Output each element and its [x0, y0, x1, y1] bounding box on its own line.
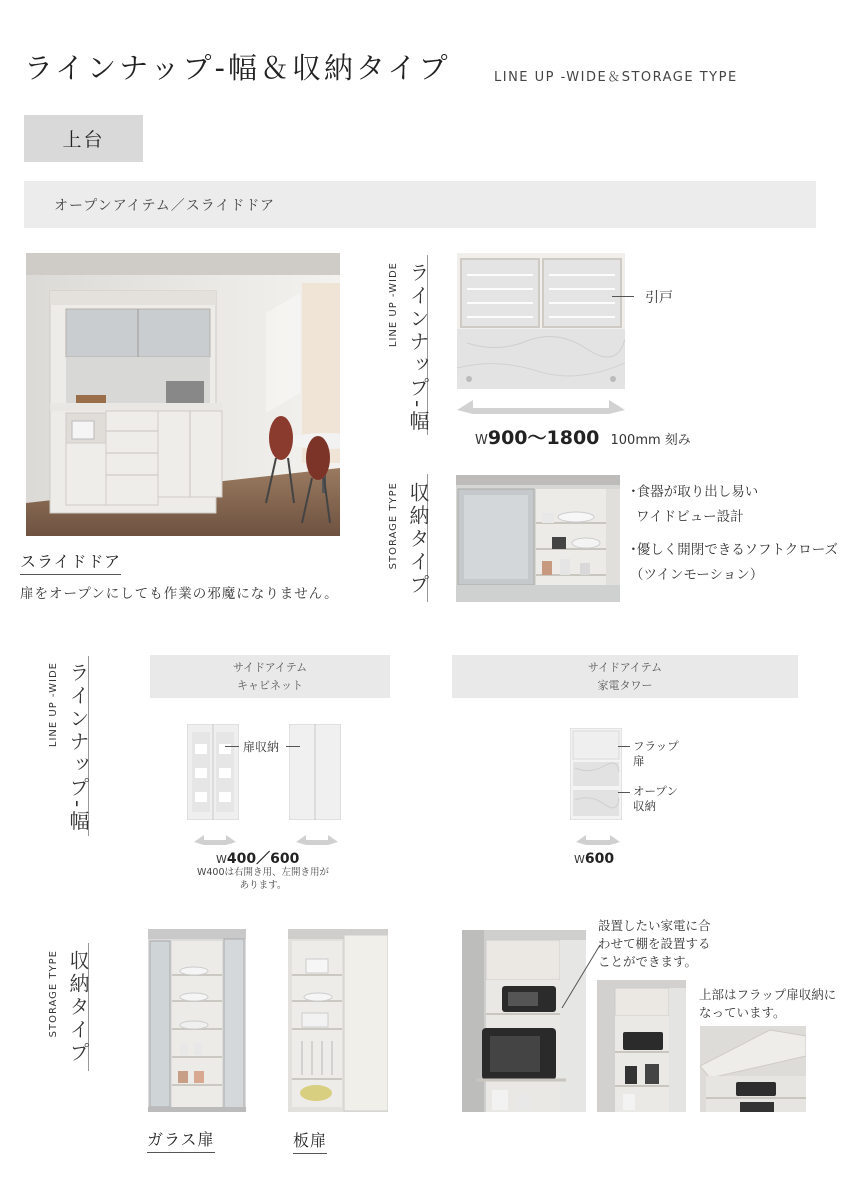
storage-features: [630, 480, 838, 588]
cabinet-note-line1: W400は右開き用、左開き用が: [196, 867, 330, 878]
open-label-line2: 収納: [633, 799, 656, 813]
cabinet-width-arrow-right: [296, 830, 338, 842]
open-label-line1: オープン: [633, 784, 678, 798]
side-lineup-label-en: LINE UP -WIDE: [48, 662, 59, 748]
sliding-door-cabinet-image: [457, 253, 625, 389]
cabinet-section-label: [150, 655, 390, 698]
door-storage-leader-left: [225, 746, 239, 747]
board-door-caption: 板扉: [293, 1128, 327, 1154]
section-band: オープンアイテム／スライドドア: [24, 181, 816, 228]
side-storage-label-en: STORAGE TYPE: [48, 950, 59, 1038]
section-tab-upper: 上台: [24, 115, 143, 162]
feature-1: ･食器が取り出し易い: [630, 484, 759, 500]
cabinet-label-line2: キャビネット: [237, 678, 303, 692]
flap-label-line1: フラップ: [633, 739, 679, 753]
page-title: ラインナップ-幅＆収納タイプ: [24, 51, 451, 85]
cabinet-note-line2: あります。: [239, 880, 287, 891]
tower-label-line2: 家電タワー: [597, 678, 653, 692]
cabinet-label-line1: サイドアイテム: [232, 660, 308, 674]
tower-note2-line1: 上部はフラップ扉収納に: [699, 987, 837, 1002]
slide-door-caption: スライドドア: [20, 549, 121, 575]
width-range-value: 900～1800: [487, 427, 600, 449]
feature-3: ･優しく開閉できるソフトクローズ: [630, 542, 839, 558]
cabinet-w600-drawing: [289, 724, 341, 820]
open-storage-label: [633, 784, 678, 814]
tower-note1-line2: わせて棚を設置する: [598, 936, 711, 951]
cabinet-note: [178, 866, 348, 892]
door-leader-line: [612, 296, 634, 297]
side-storage-label-jp: 収納タイプ: [66, 950, 90, 1065]
door-storage-label: 扉収納: [243, 740, 280, 754]
width-prefix: W: [475, 433, 488, 448]
tower-note1-line1: 設置したい家電に合: [598, 918, 711, 933]
slide-door-description: 扉をオープンにしても作業の邪魔になりません。: [20, 586, 339, 602]
feature-2: ワイドビュー設計: [636, 509, 744, 525]
glass-door-caption: ガラス扉: [147, 1127, 215, 1153]
tower-label-line1: サイドアイテム: [587, 660, 663, 674]
tower-note2-line2: なっています。: [699, 1005, 786, 1020]
glass-door-photo: [148, 929, 246, 1112]
open-shelf-photo: [456, 475, 620, 602]
flap-door-label: [633, 739, 679, 769]
storage-label-en: STORAGE TYPE: [388, 482, 399, 570]
door-label: 引戸: [645, 290, 673, 306]
flap-label-line2: 扉: [633, 754, 645, 768]
flap-leader: [618, 746, 630, 747]
cabinet-width-arrow-left: [194, 830, 236, 842]
board-door-photo: [288, 929, 388, 1112]
cabinet-w400-drawing: [187, 724, 239, 820]
cabinet-width-value: 400／600: [226, 851, 300, 867]
lineup-label-jp: ラインナップ-幅: [406, 262, 430, 434]
width-arrow: [457, 398, 625, 414]
width-step: 100mm 刻み: [610, 433, 691, 448]
tower-note-1: [598, 917, 711, 971]
page-subtitle: LINE UP -WIDE＆STORAGE TYPE: [494, 70, 738, 85]
side-lineup-label-jp: ラインナップ-幅: [66, 662, 90, 834]
cabinet-width: [216, 848, 299, 868]
tower-note1-leader: [560, 945, 602, 1010]
appliance-tower-drawing: [570, 728, 622, 820]
tower-note-2: [699, 986, 836, 1022]
tower-section-label: [452, 655, 798, 698]
door-storage-leader-right: [286, 746, 300, 747]
appliance-tower-photo-2: [597, 980, 686, 1112]
kitchen-photo: [26, 253, 340, 536]
cabinet-width-prefix: W: [216, 853, 227, 866]
tower-note1-line3: ことができます。: [598, 954, 698, 969]
tower-width-value: 600: [584, 851, 615, 867]
tower-width: [574, 848, 614, 867]
storage-label-jp: 収納タイプ: [406, 482, 430, 597]
tower-width-arrow: [576, 830, 620, 842]
open-leader: [618, 792, 630, 793]
feature-4: （ツインモーション）: [630, 567, 764, 583]
lineup-label-en: LINE UP -WIDE: [388, 262, 399, 348]
tower-width-prefix: W: [574, 853, 585, 866]
flap-door-photo: [700, 1026, 806, 1112]
width-range: [475, 423, 691, 450]
